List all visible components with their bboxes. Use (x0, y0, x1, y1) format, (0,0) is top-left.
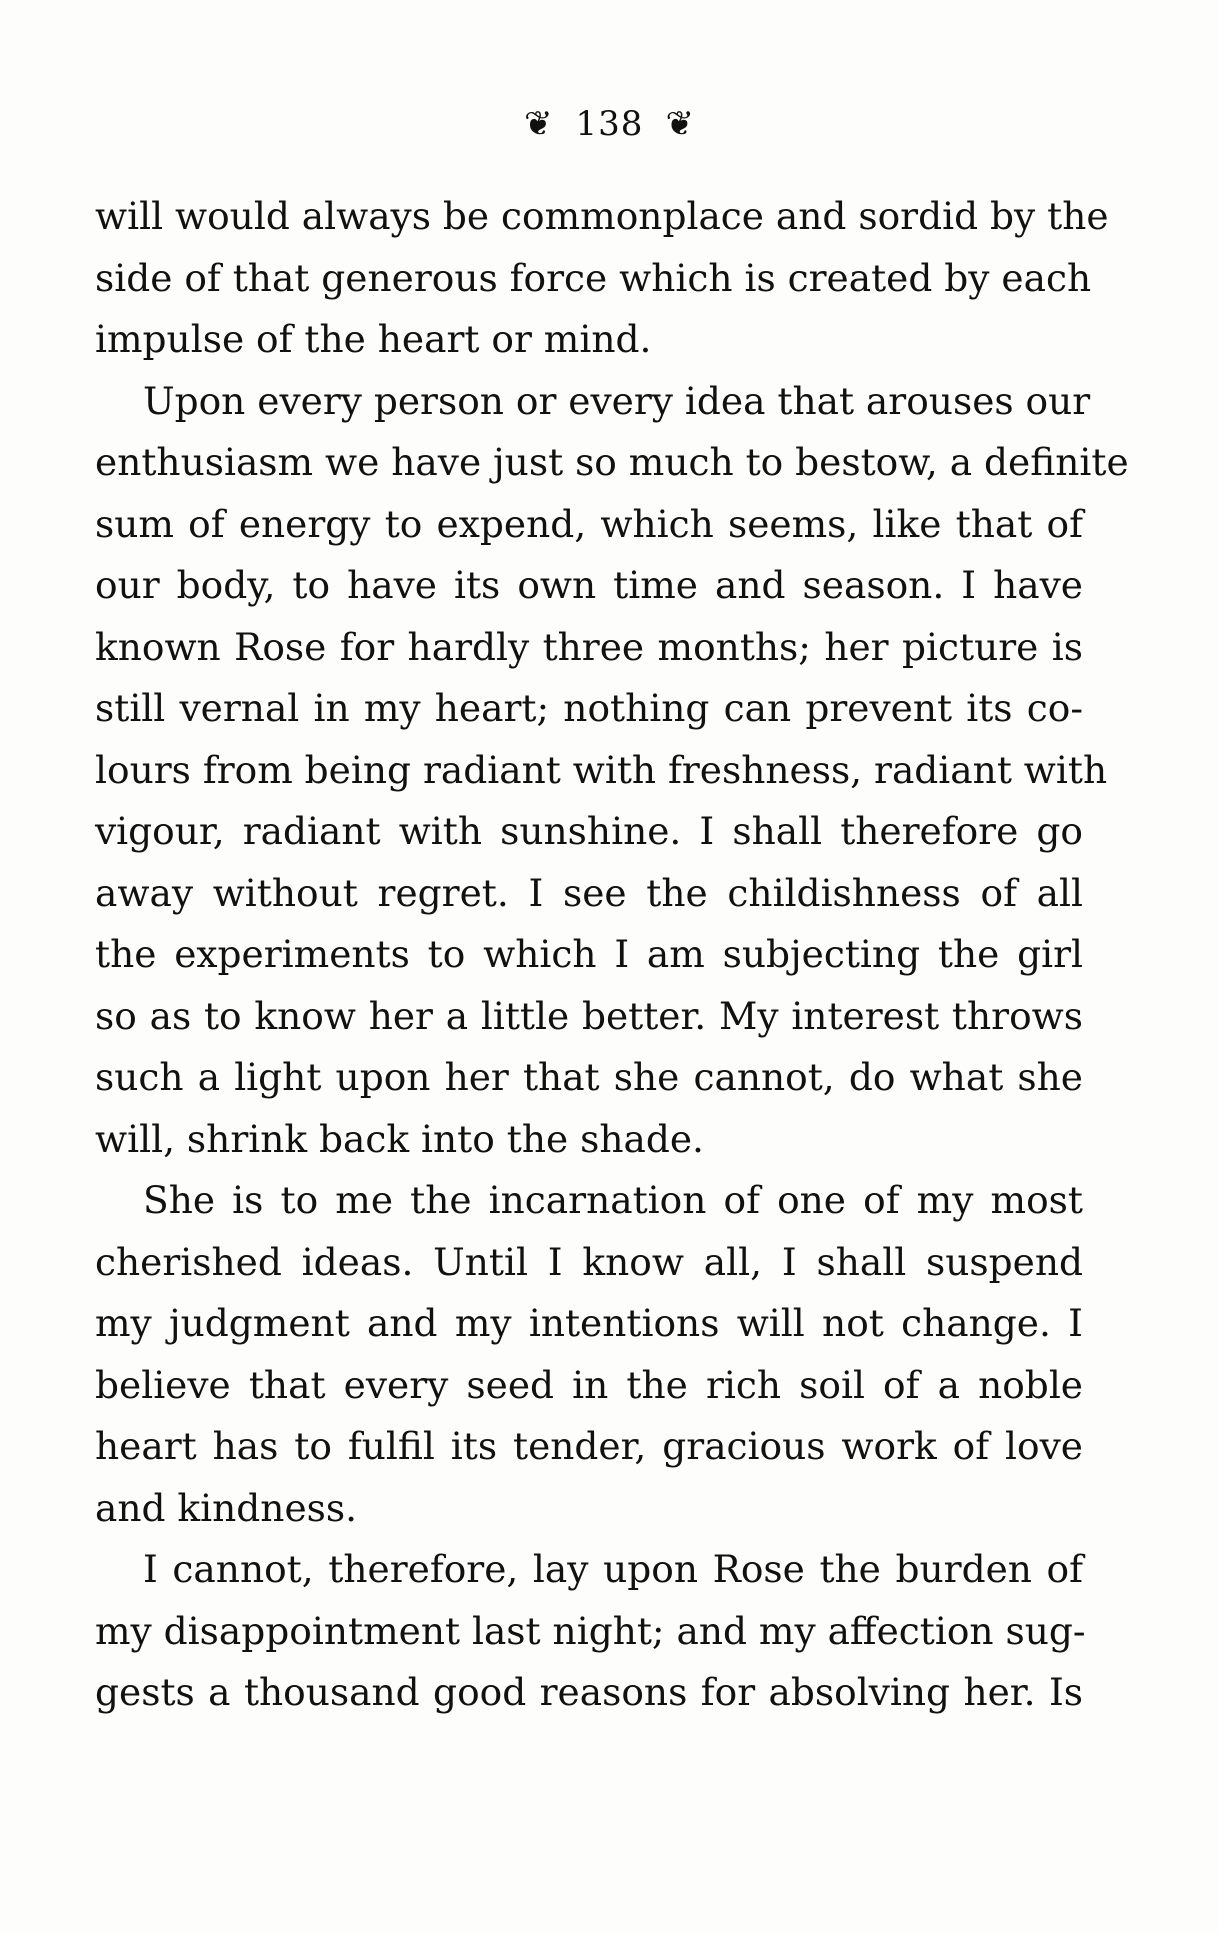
text-line: still vernal in my heart; nothing can prevent its co- (95, 686, 1083, 730)
body-text (95, 186, 1129, 1724)
text-line: sum of energy to expend, which seems, like that of (95, 501, 1083, 546)
text-line: my judgment and my intentions will not change. I (95, 1301, 1083, 1345)
text-line: the experiments to which I am subjecting the girl (95, 932, 1083, 976)
page-number: 138 (575, 104, 644, 144)
text-line: gests a thousand good reasons for absolving her. Is (95, 1670, 1083, 1714)
text-line: such a light upon her that she cannot, do what she (95, 1055, 1083, 1099)
text-line: enthusiasm we have just so much to bestow, a definite (95, 440, 1129, 484)
text-line: lours from being radiant with freshness, radiant with (95, 747, 1108, 792)
text-line: away without regret. I see the childishness of all (95, 870, 1083, 915)
text-line: She is to me the incarnation of one of my most (143, 1178, 1083, 1222)
text-line: will, shrink back into the shade. (95, 1116, 704, 1161)
text-line: known Rose for hardly three months; her picture is (95, 624, 1083, 669)
text-line: heart has to fulfil its tender, gracious work of love (95, 1424, 1083, 1468)
text-line: my disappointment last night; and my affection sug- (95, 1608, 1086, 1653)
text-line: believe that every seed in the rich soil of a noble (95, 1362, 1083, 1407)
paragraph (95, 1170, 1083, 1539)
paragraph (95, 186, 1109, 371)
text-line: Upon every person or every idea that arouses our (143, 378, 1091, 423)
text-line: side of that generous force which is created by each (95, 255, 1092, 300)
text-line: cherished ideas. Until I know all, I shall suspend (95, 1239, 1083, 1284)
text-line: impulse of the heart or mind. (95, 317, 652, 361)
text-line: will would always be commonplace and sordid by the (95, 194, 1109, 238)
page-header (0, 104, 1219, 144)
text-line: I cannot, therefore, lay upon Rose the burden of (143, 1547, 1083, 1591)
paragraph (95, 1539, 1086, 1724)
text-line: our body, to have its own time and season. I have (95, 563, 1083, 607)
fleuron-left-icon: ❦ (524, 104, 554, 144)
text-line: and kindness. (95, 1485, 358, 1530)
text-line: vigour, radiant with sunshine. I shall therefore go (95, 809, 1083, 853)
text-line: so as to know her a little better. My interest throws (95, 993, 1083, 1038)
fleuron-right-icon: ❦ (665, 104, 695, 144)
paragraph (95, 371, 1129, 1171)
